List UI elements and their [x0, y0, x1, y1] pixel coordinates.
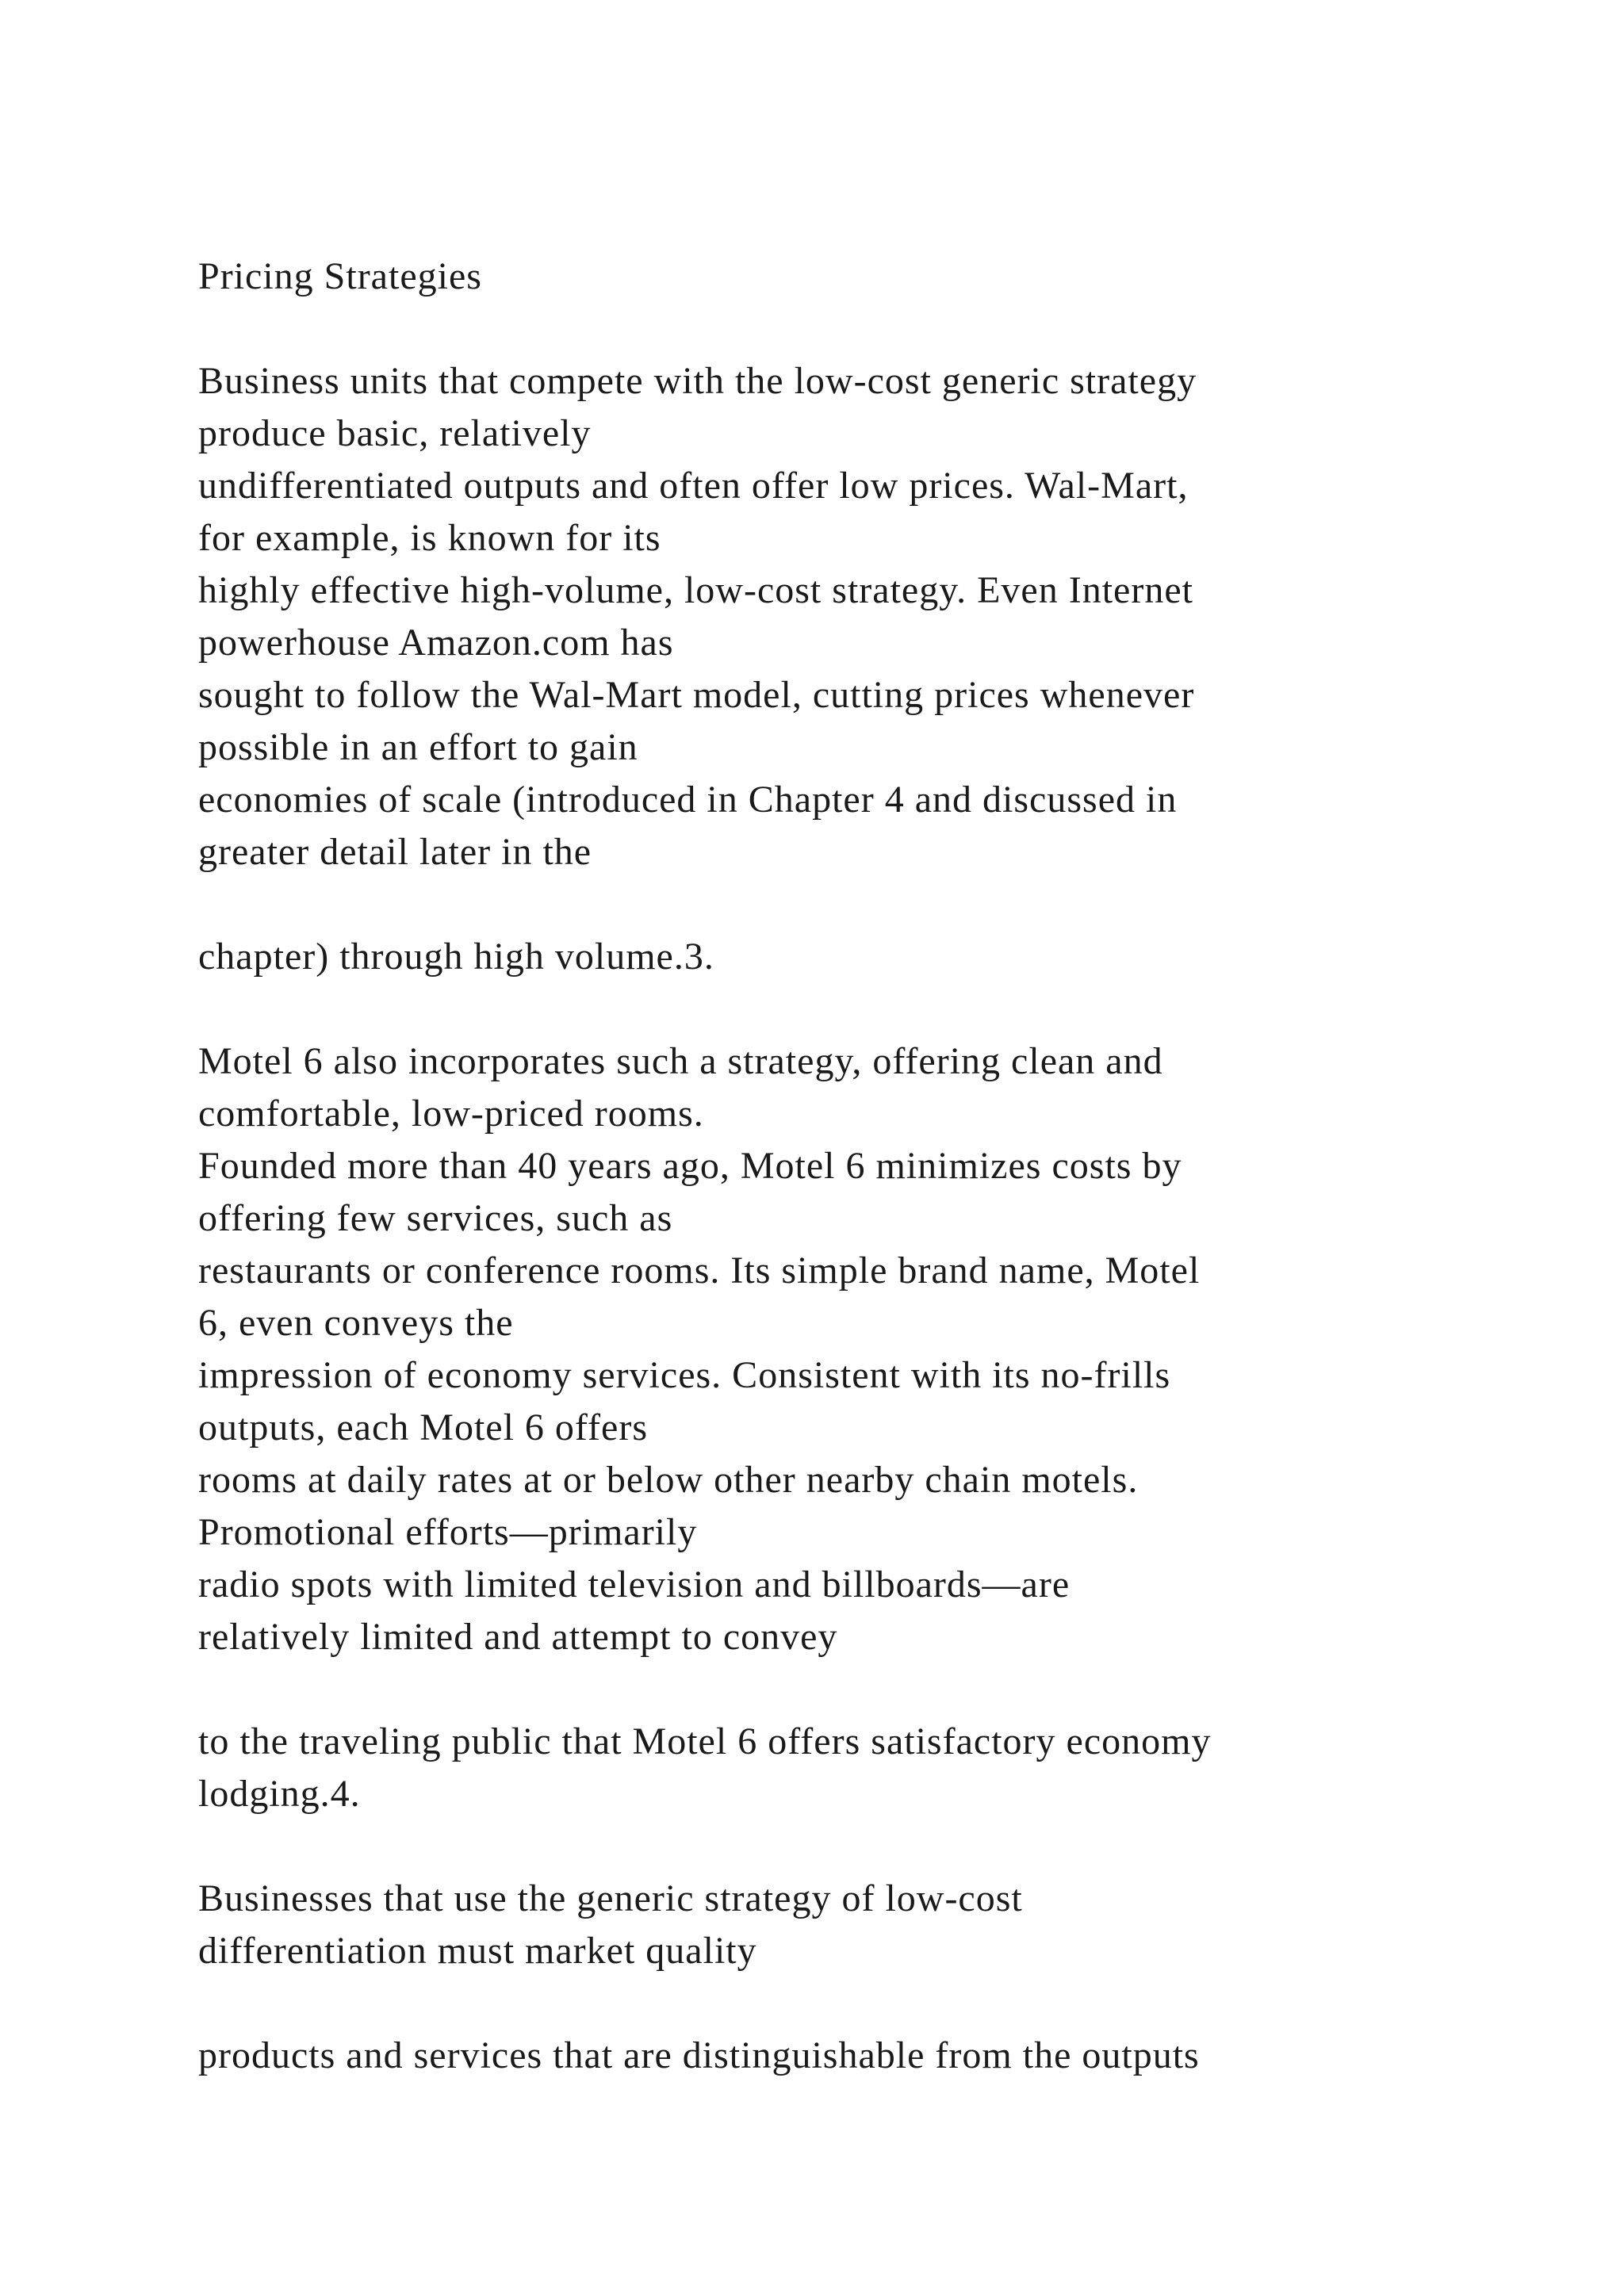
paragraph-2-line: Promotional efforts—primarily: [198, 1511, 698, 1553]
paragraph-spacer: [198, 1977, 1435, 2030]
paragraph-spacer: [198, 303, 1435, 355]
paragraph-1-line: powerhouse Amazon.com has: [198, 622, 674, 664]
paragraph-spacer: [198, 983, 1435, 1035]
paragraph-2-line: 6, even conveys the: [198, 1302, 514, 1344]
paragraph-3-end-line: products and services that are distinguishable from the outputs: [198, 2034, 1200, 2076]
paragraph-2-line: Founded more than 40 years ago, Motel 6 minimizes costs by: [198, 1145, 1182, 1187]
paragraph-spacer: [198, 878, 1435, 931]
paragraph-2-line: Motel 6 also incorporates such a strategy, offering clean and: [198, 1040, 1163, 1082]
paragraph-1-line: highly effective high-volume, low-cost strategy. Even Internet: [198, 569, 1193, 611]
paragraph-1-line: greater detail later in the: [198, 831, 592, 873]
paragraph-2-line: offering few services, such as: [198, 1197, 673, 1239]
paragraph-1-line: undifferentiated outputs and often offer low prices. Wal-Mart,: [198, 465, 1189, 507]
paragraph-1-line: Business units that compete with the low-cost generic strategy: [198, 360, 1197, 402]
paragraph-2-end-line: lodging.4.: [198, 1773, 361, 1815]
paragraph-2-end-line: to the traveling public that Motel 6 offers satisfactory economy: [198, 1720, 1212, 1762]
paragraph-3-line: Businesses that use the generic strategy of low-cost: [198, 1877, 1023, 1919]
paragraph-2-line: outputs, each Motel 6 offers: [198, 1406, 648, 1448]
paragraph-2-line: comfortable, low-priced rooms.: [198, 1093, 704, 1135]
paragraph-1-end-line: chapter) through high volume.3.: [198, 936, 714, 978]
document-title: Pricing Strategies: [198, 255, 482, 297]
paragraph-2-line: radio spots with limited television and billboards—are: [198, 1563, 1071, 1605]
paragraph-2-line: impression of economy services. Consistent with its no-frills: [198, 1354, 1171, 1396]
paragraph-2-line: relatively limited and attempt to convey: [198, 1616, 838, 1658]
paragraph-3-line: differentiation must market quality: [198, 1930, 757, 1972]
paragraph-1-line: for example, is known for its: [198, 517, 661, 559]
paragraph-spacer: [198, 1820, 1435, 1873]
paragraph-1-line: sought to follow the Wal-Mart model, cutting prices whenever: [198, 674, 1195, 716]
paragraph-1-line: economies of scale (introduced in Chapter 4 and discussed in: [198, 779, 1178, 821]
paragraph-2-line: rooms at daily rates at or below other nearby chain motels.: [198, 1459, 1139, 1501]
paragraph-1-line: possible in an effort to gain: [198, 726, 638, 768]
paragraph-2-line: restaurants or conference rooms. Its simple brand name, Motel: [198, 1249, 1201, 1292]
paragraph-spacer: [198, 1663, 1435, 1716]
paragraph-1-line: produce basic, relatively: [198, 412, 592, 454]
document-body: [198, 251, 1435, 2082]
